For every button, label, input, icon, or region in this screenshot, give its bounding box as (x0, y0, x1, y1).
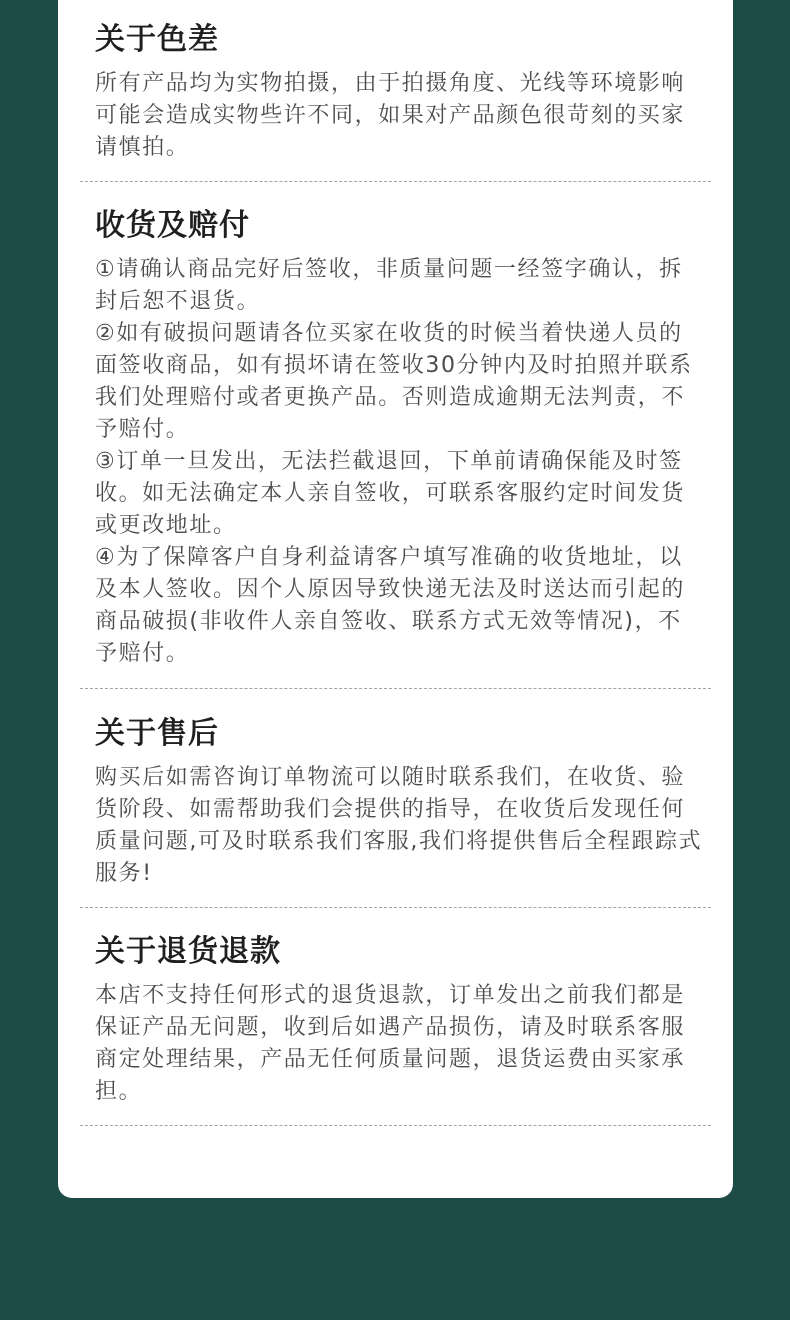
section-body (95, 68, 705, 164)
section-delivery-compensation (95, 206, 705, 670)
dashed-divider (80, 1125, 711, 1126)
section-title: 关于售后 (95, 716, 219, 751)
section-after-sales (95, 714, 705, 890)
section-paragraph: 所有产品均为实物拍摄，由于拍摄角度、光线等环境影响可能会造成实物些许不同，如果对产品颜色很苛刻的买家请慎拍。 (95, 71, 686, 160)
section-title: 收货及赔付 (95, 208, 250, 243)
section-paragraph: ③订单一旦发出，无法拦截退回，下单前请确保能及时签收。如无法确定本人亲自签收，可联系客服约定时间发货或更改地址。 (95, 449, 686, 538)
section-paragraph: ②如有破损问题请各位买家在收货的时候当着快递人员的面签收商品，如有损坏请在签收30分钟内及时拍照并联系我们处理赔付或者更换产品。否则造成逾期无法判责，不予赔付。 (95, 321, 693, 442)
section-returns-refunds (95, 932, 705, 1108)
section-paragraph: 购买后如需咨询订单物流可以随时联系我们，在收货、验货阶段、如需帮助我们会提供的指导，在收货后发现任何质量问题,可及时联系我们客服,我们将提供售后全程跟踪式服务! (95, 765, 703, 886)
section-paragraph: ①请确认商品完好后签收，非质量问题一经签字确认，拆封后恕不退货。 (95, 257, 683, 314)
dashed-divider (80, 181, 711, 182)
dashed-divider (80, 907, 711, 908)
section-color-difference (95, 20, 705, 164)
section-body (95, 254, 705, 670)
content-card (58, 0, 733, 1198)
dashed-divider (80, 688, 711, 689)
section-body (95, 980, 705, 1108)
section-paragraph: ④为了保障客户自身利益请客户填写准确的收货地址，以及本人签收。因个人原因导致快递无法及时送达而引起的商品破损(非收件人亲自签收、联系方式无效等情况)，不予赔付。 (95, 545, 686, 666)
section-paragraph: 本店不支持任何形式的退货退款，订单发出之前我们都是保证产品无问题，收到后如遇产品损伤，请及时联系客服商定处理结果，产品无任何质量问题，退货运费由买家承担。 (95, 983, 686, 1104)
section-body (95, 762, 705, 890)
section-title: 关于退货退款 (95, 934, 281, 969)
section-title: 关于色差 (95, 22, 219, 57)
